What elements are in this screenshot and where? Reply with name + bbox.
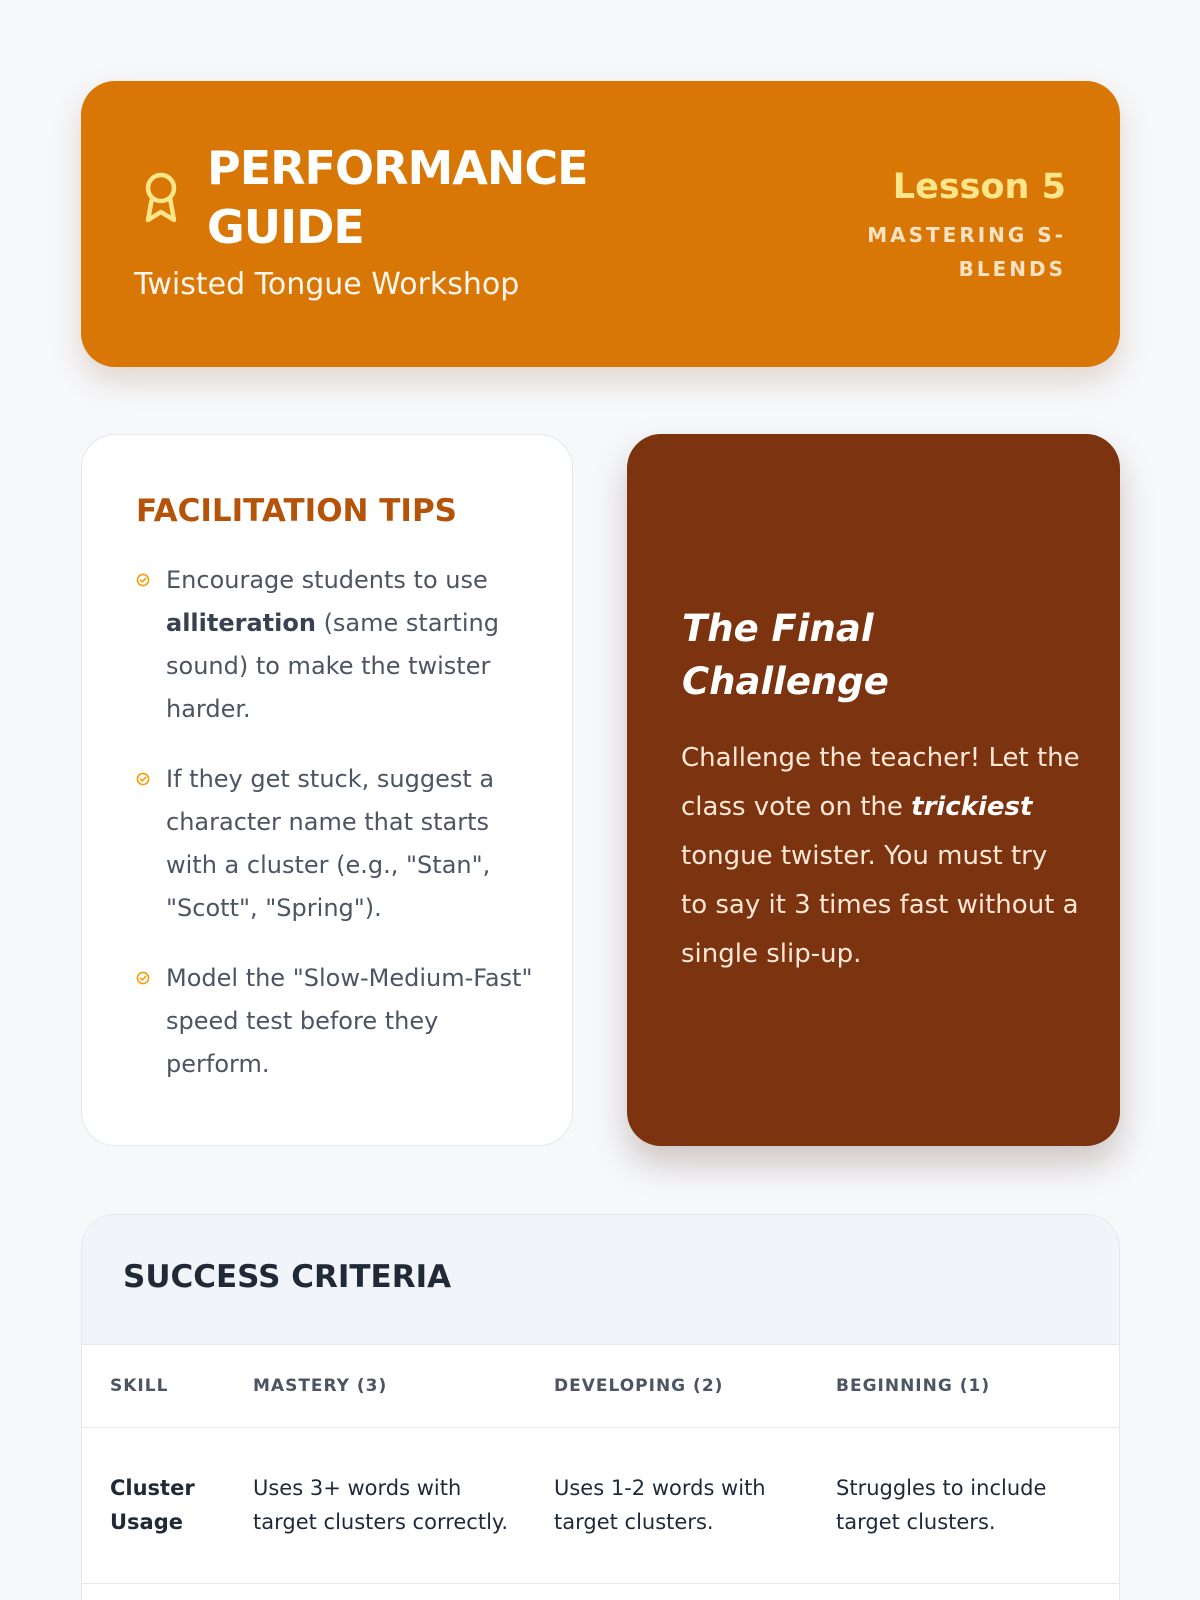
tip-item [136, 559, 536, 731]
challenge-emphasis: trickiest [911, 792, 1033, 822]
criteria-header [82, 1215, 1119, 1345]
table-row [82, 1427, 1119, 1583]
beginning-cell: Struggles to include target clusters. [836, 1427, 1119, 1583]
tip-text: Encourage students to use alliteration (same starting sound) to make the twister harder. [166, 566, 499, 723]
challenge-body: Challenge the teacher! Let the class vote on the trickiest tongue twister. You must try to say it 3 times fast without a single slip-up. [681, 743, 1080, 969]
success-criteria-section [81, 1214, 1120, 1600]
tips-list [136, 559, 536, 1113]
check-circle-icon [136, 772, 150, 786]
skill-cell: Cluster Usage [82, 1427, 253, 1583]
mastery-cell: Uses 3+ words with target clusters correctly. [253, 1427, 554, 1583]
tip-emphasis: alliteration [166, 609, 316, 637]
tip-text: Model the "Slow-Medium-Fast" speed test before they perform. [166, 964, 533, 1078]
tip-text: If they get stuck, suggest a character name that starts with a cluster (e.g., "Stan", "Scott", "Spring"). [166, 765, 495, 922]
award-icon [139, 169, 183, 225]
lesson-topic: MASTERING S-BLENDS [867, 223, 1066, 281]
header-banner [81, 81, 1120, 367]
page-title: PERFORMANCE GUIDE [207, 141, 588, 254]
challenge-heading: The Final Challenge [682, 607, 889, 703]
developing-cell: Uses 1-2 words with target clusters. [554, 1427, 836, 1583]
column-header-skill: SKILL [82, 1345, 253, 1427]
facilitation-tips-card [81, 434, 573, 1146]
column-header-developing: DEVELOPING (2) [554, 1345, 836, 1427]
rubric-table [82, 1345, 1119, 1584]
page-subtitle: Twisted Tongue Workshop [134, 267, 520, 302]
final-challenge-card [627, 434, 1120, 1146]
check-circle-icon [136, 971, 150, 985]
rubric-header-row [82, 1345, 1119, 1427]
column-header-mastery: MASTERY (3) [253, 1345, 554, 1427]
criteria-heading: SUCCESS CRITERIA [123, 1259, 452, 1295]
tip-item [136, 758, 536, 930]
check-circle-icon [136, 573, 150, 587]
column-header-beginning: BEGINNING (1) [836, 1345, 1119, 1427]
lesson-number: Lesson 5 [892, 167, 1066, 207]
tip-item [136, 957, 536, 1086]
tips-heading: FACILITATION TIPS [136, 493, 458, 529]
